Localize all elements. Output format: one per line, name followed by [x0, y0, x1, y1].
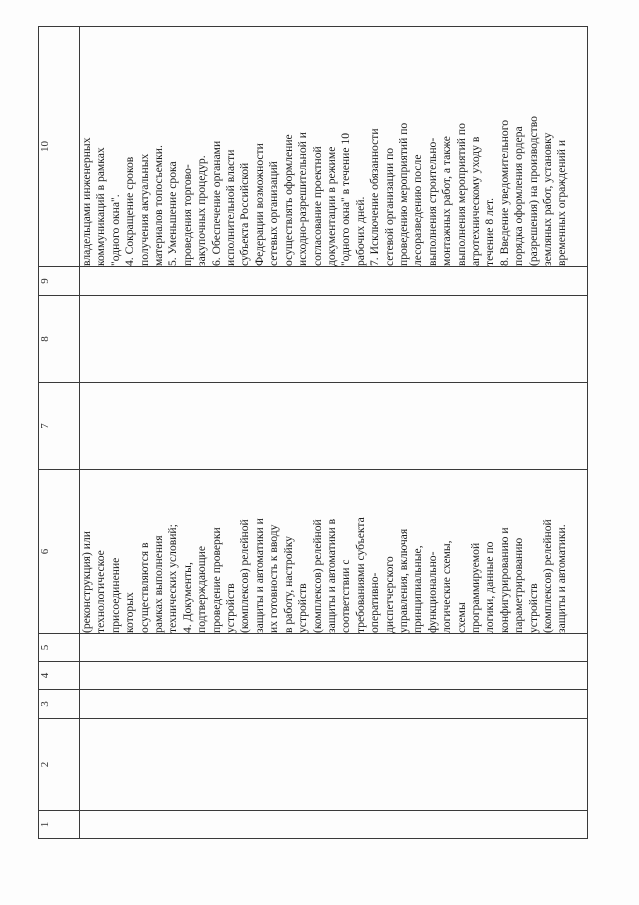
col-header-4: 4 [39, 662, 80, 690]
cell-col-4 [80, 662, 588, 690]
col-header-10: 10 [39, 27, 80, 267]
document-table [38, 26, 588, 839]
col-header-1: 1 [39, 811, 80, 839]
col-header-7: 7 [39, 383, 80, 470]
col-header-9: 9 [39, 267, 80, 296]
cell-col-8 [80, 296, 588, 383]
rotated-table-wrapper [38, 27, 588, 839]
cell-col-9 [80, 267, 588, 296]
cell-col-3 [80, 690, 588, 719]
col-header-3: 3 [39, 690, 80, 719]
header-row [39, 27, 80, 839]
cell-col-10-measures: владельцами инженерных коммуникаций в рамках "одного окна". 4. Сокращение сроков получения актуальных материалов топосъемки. 5. Уменьшение срока проведения торгово- закупочных процедур. 6. Обеспечение органами исполнительной власти субъекта Российской Федерации возможности сетевых организаций осуществлять оформление исходно-разрешительной и согласование проектной документации в режиме "одного окна" в течение 10 рабочих дней. 7. Исключение обязанности сетевой организации по проведению мероприятий по лесоразведению после выполнения строительно- монтажных работ, а также выполнения мероприятий по агротехническому уходу в течение 8 лет. 8. Введение уведомительного порядка оформления ордера (разрешения) на производство земляных работ, установку временных ограждений и [80, 27, 588, 267]
table-row [80, 27, 588, 839]
col-header-2: 2 [39, 719, 80, 811]
cell-col-6-documents: (реконструкция) или технологическое присоединение которых осуществляются в рамках выполнения технических условий; 4. Документы, подтверждающие проведение проверки устройств (комплексов) релейной защиты и автоматики и их готовность к вводу в работу, настройку устройств (комплексов) релейной защиты и автоматики в соответствии с требованиями субъекта оперативно- диспетчерского управления, включая принципиальные, функционально- логические схемы, схемы программируемой логики, данные по конфигурированию и параметрированию устройств (комплексов) релейной защиты и автоматики. [80, 470, 588, 634]
cell-col-7 [80, 383, 588, 470]
col-header-5: 5 [39, 634, 80, 662]
cell-col-5 [80, 634, 588, 662]
col-header-6: 6 [39, 470, 80, 634]
cell-col-1 [80, 811, 588, 839]
col-header-8: 8 [39, 296, 80, 383]
cell-col-2 [80, 719, 588, 811]
